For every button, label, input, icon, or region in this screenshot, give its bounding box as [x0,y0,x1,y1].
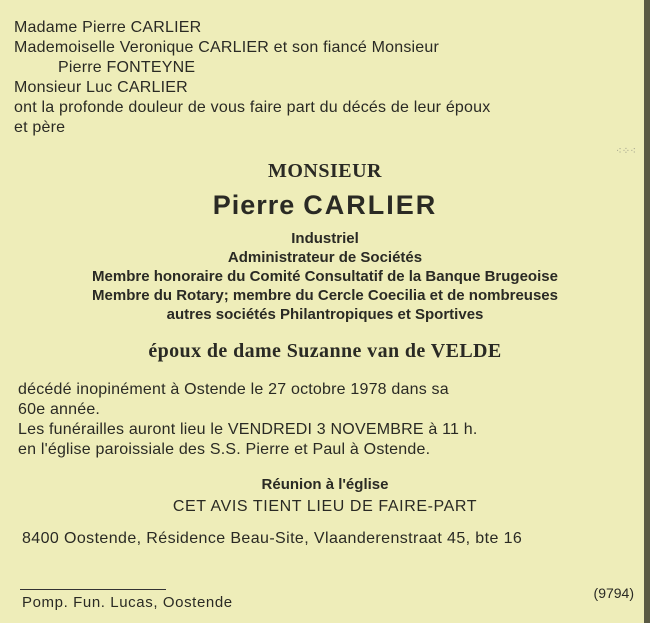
spouse-line: époux de dame Suzanne van de VELDE [148,340,502,362]
first-name: Pierre [212,190,296,220]
death-details [18,380,638,460]
print-smudge: ⁖⁘⁖ [615,146,636,157]
notice-statement: CET AVIS TIENT LIEU DE FAIRE-PART [172,498,478,515]
detail-line: décédé inopinément à Ostende le 27 octobre 1978 dans sa [18,381,449,398]
divider [20,589,166,590]
title-line: Membre du Rotary; membre du Cercle Coecilia et de nombreuses [92,287,558,304]
detail-line: en l'église paroissiale des S.S. Pierre et Paul à Ostende. [18,441,431,458]
title-line: Administrateur de Sociétés [227,249,423,266]
family-announcement [14,18,634,138]
family-line: Pierre FONTEYNE [58,59,196,76]
reference-number: (9794) [593,585,634,601]
deceased-name [0,190,650,221]
title-line: autres sociétés Philantropiques et Sportives [166,306,484,323]
detail-line: 60e année. [18,401,101,418]
reunion-heading: Réunion à l'église [261,476,389,493]
family-line: Mademoiselle Veronique CARLIER et son fiancé Monsieur [14,39,440,56]
family-address: 8400 Oostende, Résidence Beau-Site, Vlaanderenstraat 45, bte 16 [22,530,523,547]
honorific: MONSIEUR [267,160,382,182]
detail-line: Les funérailles auront lieu le VENDREDI 3 NOVEMBRE à 11 h. [18,421,478,438]
announcement-line: ont la profonde douleur de vous faire part du décés de leur époux [14,99,491,116]
funeral-home: Pomp. Fun. Lucas, Oostende [22,594,233,611]
announcement-line: et père [14,119,66,136]
title-line: Industriel [291,230,359,247]
family-line: Madame Pierre CARLIER [14,19,202,36]
last-name: CARLIER [303,190,438,220]
deceased-titles [0,229,650,324]
title-line: Membre honoraire du Comité Consultatif de la Banque Brugeoise [92,268,558,285]
family-line: Monsieur Luc CARLIER [14,79,188,96]
